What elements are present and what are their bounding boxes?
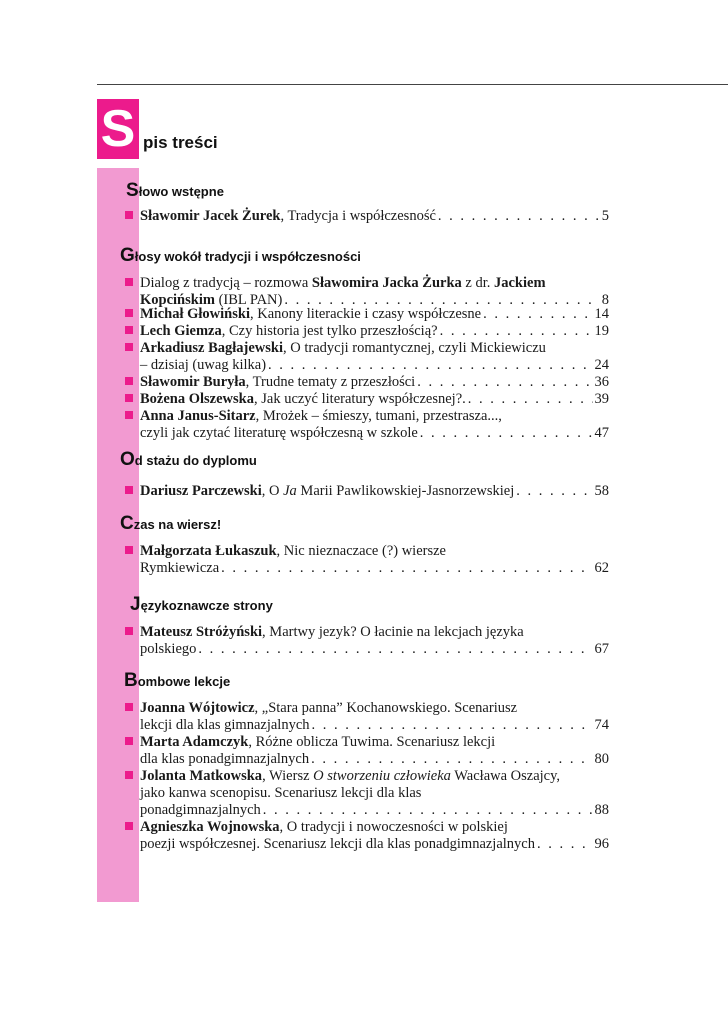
page-number: 36	[594, 374, 609, 390]
entry-text-fragment: lekcji dla klas gimnazjalnych	[140, 717, 310, 733]
dot-leader	[311, 751, 592, 768]
entry-text-fragment: Rymkiewicza	[140, 560, 220, 576]
square-bullet-icon	[125, 278, 133, 286]
toc-entry-line	[125, 306, 609, 323]
section-heading-initial: S	[126, 180, 139, 201]
section-heading-text: ombowe lekcje	[137, 674, 231, 689]
toc-entry-line	[125, 340, 609, 357]
entry-text-fragment: Wacława Oszajcy,	[450, 768, 561, 784]
page-number: 8	[601, 292, 609, 308]
author-name: Marta Adamczyk	[140, 734, 249, 750]
toc-entry-text	[140, 357, 266, 374]
author-name: Jackiem	[493, 275, 546, 291]
page-number: 24	[594, 357, 609, 373]
author-name: Joanna Wójtowicz	[140, 700, 255, 716]
toc-entry-line	[125, 802, 609, 819]
square-bullet-icon	[125, 627, 133, 635]
toc-entry-text	[140, 374, 415, 391]
toc-entry-line	[125, 483, 609, 500]
entry-text-fragment: jako kanwa scenopisu. Scenariusz lekcji dla klas	[140, 785, 422, 801]
toc-entry-text	[140, 700, 517, 717]
toc-entry-line	[125, 641, 609, 658]
section-heading-initial: O	[120, 449, 135, 470]
toc-entry-text	[140, 734, 495, 751]
toc-entry-line	[125, 734, 609, 751]
toc-entry-text	[140, 836, 535, 853]
toc-entry-text	[140, 208, 436, 225]
page-number: 5	[601, 208, 609, 224]
author-name: Mateusz Stróżyński	[140, 624, 263, 640]
toc-entry-text	[140, 275, 546, 292]
entry-text-fragment: , Różne oblicza Tuwima. Scenariusz lekcji	[248, 734, 496, 750]
author-name: Małgorzata Łukaszuk	[140, 543, 277, 559]
toc-entry-line	[125, 408, 609, 425]
square-bullet-icon	[125, 309, 133, 317]
dot-leader	[312, 717, 593, 734]
dot-leader	[483, 306, 592, 323]
page-number: 47	[594, 425, 609, 441]
toc-entry-text	[140, 425, 418, 442]
page-number: 80	[594, 751, 609, 767]
section-heading	[124, 670, 230, 692]
toc-entry-line	[125, 391, 609, 408]
section-heading-text: łowo wstępne	[138, 184, 224, 199]
toc-entry-text	[140, 768, 560, 785]
page-number: 39	[594, 391, 609, 407]
section-heading	[120, 513, 221, 535]
square-bullet-icon	[125, 771, 133, 779]
page-number: 19	[594, 323, 609, 339]
entry-text-fragment: , Nic nieznaczace (?) wiersze	[276, 543, 446, 559]
toc-entry-line	[125, 323, 609, 340]
square-bullet-icon	[125, 394, 133, 402]
toc-entry-text	[140, 751, 309, 768]
author-name: Sławomir Jacek Żurek	[140, 208, 281, 224]
entry-text-fragment: Dialog z tradycją – rozmowa	[140, 275, 312, 291]
toc-entry-text	[140, 483, 514, 500]
title-initial-block: S	[97, 99, 139, 159]
section-heading	[120, 245, 361, 267]
entry-text-fragment: , O tradycji i nowoczesności w polskiej	[279, 819, 508, 835]
section-heading	[126, 180, 224, 202]
toc-entry-line	[125, 425, 609, 442]
square-bullet-icon	[125, 546, 133, 554]
toc-entry[interactable]	[125, 306, 609, 323]
author-name: Dariusz Parczewski	[140, 483, 262, 499]
toc-entry-line	[125, 700, 609, 717]
square-bullet-icon	[125, 377, 133, 385]
toc-entry-text	[140, 802, 261, 819]
square-bullet-icon	[125, 326, 133, 334]
author-name: Sławomira Jacka Żurka	[311, 275, 462, 291]
entry-text-fragment: , O tradycji romantycznej, czyli Mickiewiczu	[283, 340, 546, 356]
entry-text-fragment: , Jak uczyć literatury współczesnej?.	[253, 391, 466, 407]
entry-text-fragment: , Martwy jezyk? O łacinie na lekcjach języka	[262, 624, 524, 640]
dot-leader	[420, 425, 593, 442]
author-name: Arkadiusz Bagłajewski	[140, 340, 284, 356]
toc-entry[interactable]	[125, 819, 609, 853]
page-title: pis treści	[143, 133, 218, 152]
square-bullet-icon	[125, 703, 133, 711]
page-number: 14	[594, 306, 609, 322]
toc-entry[interactable]	[125, 543, 609, 577]
toc-entry-line	[125, 560, 609, 577]
dot-leader	[516, 483, 592, 500]
toc-entry[interactable]	[125, 208, 609, 225]
entry-text-fragment: , „Stara panna” Kochanowskiego. Scenariusz	[254, 700, 518, 716]
entry-text-fragment: (IBL PAN)	[214, 292, 283, 308]
author-name: Anna Janus-Sitarz	[140, 408, 256, 424]
entry-text-fragment: czyli jak czytać literaturę współczesną w szkole	[140, 425, 418, 441]
page-number: 88	[594, 802, 609, 818]
square-bullet-icon	[125, 411, 133, 419]
entry-text-fragment: ponadgimnazjalnych	[140, 802, 261, 818]
toc-entry-text	[140, 560, 219, 577]
toc-entry-line	[125, 275, 609, 292]
toc-entry-line	[125, 624, 609, 641]
section-heading-text: d stażu do dyplomu	[134, 453, 257, 468]
toc-entry-line	[125, 785, 609, 802]
section-heading-initial: B	[124, 670, 138, 691]
entry-text-fragment: , Czy historia jest tylko przeszłością?	[221, 323, 438, 339]
dot-leader	[417, 374, 592, 391]
page-number: 67	[594, 641, 609, 657]
page-number: 96	[594, 836, 609, 852]
toc-entry[interactable]	[125, 340, 609, 374]
section-heading-text: zas na wiersz!	[133, 517, 222, 532]
entry-text-fragment: poezji współczesnej. Scenariusz lekcji dla klas ponadgimnazjalnych	[140, 836, 535, 852]
toc-entry-text	[140, 543, 446, 560]
toc-entry-text	[140, 408, 502, 425]
toc-entry-text	[140, 641, 196, 658]
toc-entry[interactable]	[125, 323, 609, 340]
entry-text-fragment: , Wiersz	[262, 768, 314, 784]
toc-entry-text	[140, 306, 481, 323]
toc-entry-text	[140, 340, 546, 357]
author-name: Michał Głowiński	[140, 306, 250, 322]
section-heading-text: ęzykoznawcze strony	[140, 598, 273, 613]
entry-text-fragment: , Kanony literackie i czasy współczesne	[249, 306, 482, 322]
toc-entry[interactable]	[125, 275, 609, 309]
italic-title: Ja	[283, 483, 297, 499]
section-heading-initial: C	[120, 513, 134, 534]
dot-leader	[263, 802, 593, 819]
toc-entry[interactable]	[125, 483, 609, 500]
square-bullet-icon	[125, 822, 133, 830]
toc-entry-text	[140, 624, 524, 641]
section-heading-text: łosy wokół tradycji i współczesności	[134, 249, 361, 264]
toc-entry[interactable]	[125, 624, 609, 658]
section-heading	[130, 594, 273, 616]
toc-entry-line	[125, 768, 609, 785]
author-name: Sławomir Buryła	[140, 374, 246, 390]
entry-text-fragment: – dzisiaj (uwag kilka)	[140, 357, 267, 373]
toc-entry-text	[140, 323, 438, 340]
entry-text-fragment: , Mrożek – śmieszy, tumani, przestrasza...,	[255, 408, 502, 424]
toc-entry-text	[140, 819, 508, 836]
toc-entry-text	[140, 717, 310, 734]
dot-leader	[198, 641, 592, 658]
dot-leader	[438, 208, 600, 225]
author-name: Kopcińskim	[140, 292, 215, 308]
italic-title: O stworzeniu człowieka	[313, 768, 451, 784]
toc-entry-line	[125, 717, 609, 734]
toc-entry-text	[140, 785, 421, 802]
toc-entry-line	[125, 751, 609, 768]
section-heading-initial: G	[120, 245, 135, 266]
page-number: 58	[594, 483, 609, 499]
author-name: Bożena Olszewska	[140, 391, 254, 407]
dot-leader	[268, 357, 592, 374]
toc-entry[interactable]	[125, 408, 609, 442]
dot-leader	[221, 560, 592, 577]
toc-entry-line	[125, 374, 609, 391]
toc-entry-line	[125, 357, 609, 374]
toc-entry-line	[125, 208, 609, 225]
toc-entry[interactable]	[125, 374, 609, 391]
square-bullet-icon	[125, 737, 133, 745]
page-number: 62	[594, 560, 609, 576]
square-bullet-icon	[125, 211, 133, 219]
square-bullet-icon	[125, 486, 133, 494]
toc-entry[interactable]	[125, 734, 609, 768]
entry-text-fragment: polskiego	[140, 641, 197, 657]
entry-text-fragment: z dr.	[461, 275, 494, 291]
author-name: Jolanta Matkowska	[140, 768, 263, 784]
entry-text-fragment: , O	[261, 483, 284, 499]
square-bullet-icon	[125, 343, 133, 351]
top-rule	[97, 84, 728, 85]
toc-entry-line	[125, 819, 609, 836]
author-name: Lech Giemza	[140, 323, 222, 339]
section-heading	[120, 449, 257, 471]
dot-leader	[468, 391, 593, 408]
toc-entry[interactable]	[125, 768, 609, 819]
dot-leader	[440, 323, 593, 340]
toc-entry-text	[140, 391, 466, 408]
author-name: Agnieszka Wojnowska	[140, 819, 280, 835]
toc-entry[interactable]	[125, 700, 609, 734]
toc-entry[interactable]	[125, 391, 609, 408]
page-number: 74	[594, 717, 609, 733]
dot-leader	[537, 836, 593, 853]
toc-entry-line	[125, 543, 609, 560]
toc-entry-line	[125, 836, 609, 853]
entry-text-fragment: dla klas ponadgimnazjalnych	[140, 751, 310, 767]
entry-text-fragment: Marii Pawlikowskiej-Jasnorzewskiej	[296, 483, 515, 499]
entry-text-fragment: , Tradycja i współczesność	[280, 208, 436, 224]
entry-text-fragment: , Trudne tematy z przeszłości	[245, 374, 416, 390]
section-heading-initial: J	[130, 594, 141, 615]
